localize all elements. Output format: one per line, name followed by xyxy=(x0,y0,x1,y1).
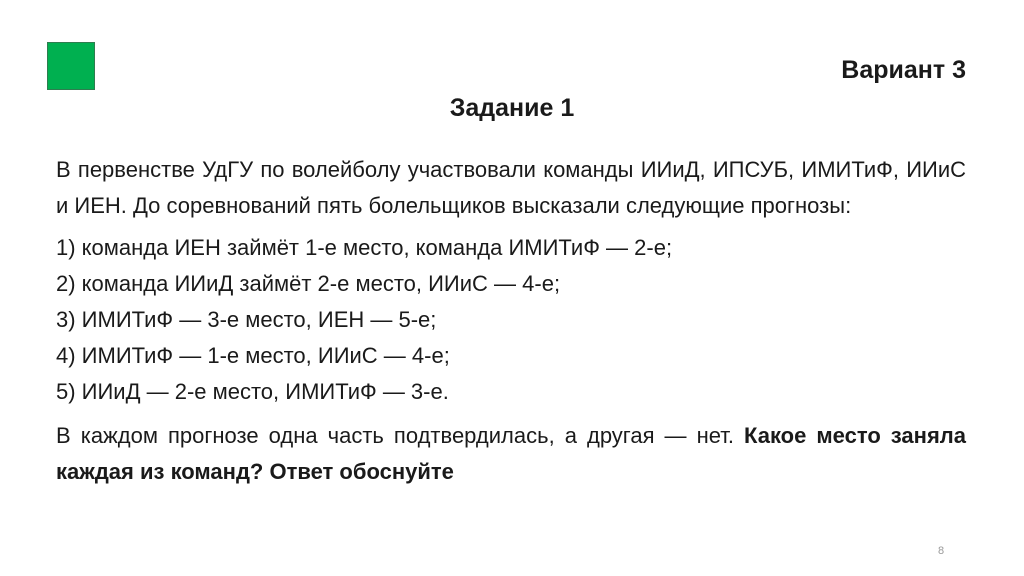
green-marker-square xyxy=(47,42,95,90)
conclusion-paragraph xyxy=(56,418,966,490)
prediction-item: 4) ИМИТиФ — 1-е место, ИИиС — 4-е; xyxy=(56,343,450,368)
question-text: Какое место заняла каждая из команд? Ответ обоснуйте xyxy=(56,423,967,484)
task-body xyxy=(56,152,966,490)
page-number: 8 xyxy=(938,545,945,557)
intro-paragraph: В первенстве УдГУ по волейболу участвовали команды ИИиД, ИПСУБ, ИМИТиФ, ИИиС и ИЕН. До соревнований пять болельщиков высказали следующие прогнозы: xyxy=(56,157,966,218)
predictions-list xyxy=(56,230,966,410)
prediction-item: 3) ИМИТиФ — 3-е место, ИЕН — 5-е; xyxy=(56,307,437,332)
task-title: Задание 1 xyxy=(449,94,575,122)
variant-label: Вариант 3 xyxy=(841,56,966,84)
prediction-item: 2) команда ИИиД займёт 2-е место, ИИиС — 4-е; xyxy=(56,271,561,296)
conclusion-text: В каждом прогнозе одна часть подтвердилась, а другая — нет. xyxy=(56,423,745,448)
prediction-item: 1) команда ИЕН займёт 1-е место, команда ИМИТиФ — 2-е; xyxy=(56,235,673,260)
prediction-item: 5) ИИиД — 2-е место, ИМИТиФ — 3-е. xyxy=(56,379,449,404)
